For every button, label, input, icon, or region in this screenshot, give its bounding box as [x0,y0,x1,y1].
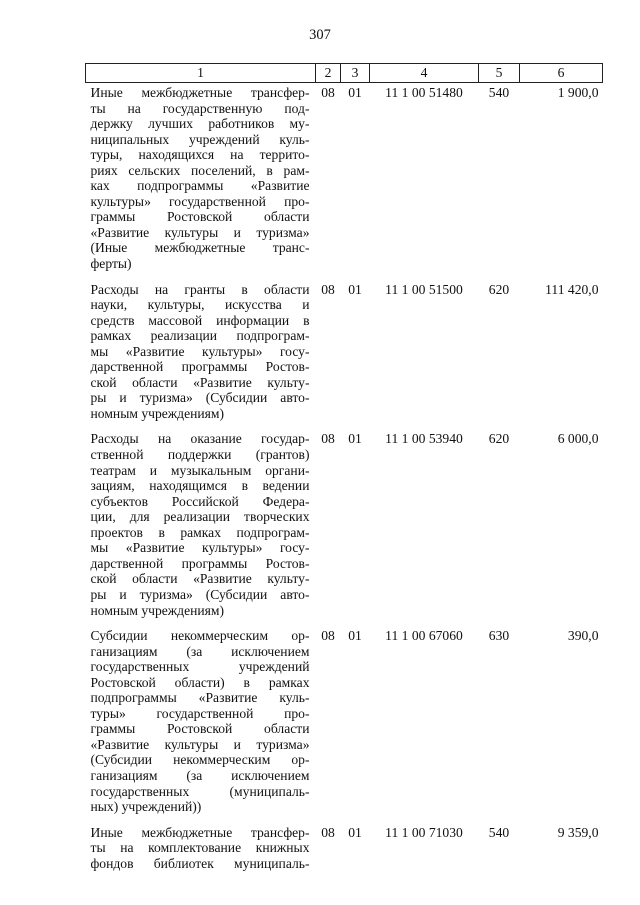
description-line: зациям, находящимся в ведении [90,478,310,494]
description-line: (Субсидии некоммерческим ор- [90,752,310,768]
description-line: Ростовской области) в рамках [90,674,310,690]
description-line: ской области «Развитие культу- [90,571,310,587]
section-code: 08 [321,628,335,644]
description-line: Иные межбюджетные трансфер- [90,824,310,840]
subsection-code: 01 [348,824,362,840]
description-line: ры и туризма» (Субсидии авто- [90,586,310,602]
target-article-code: 11 1 00 67060 [385,628,463,644]
subsection-code: 01 [348,281,362,297]
table-row [86,280,603,430]
description-line: средств массовой информации в [90,312,310,328]
description-line: ры и туризма» (Субсидии авто- [90,390,310,406]
description-line: мы «Развитие культуры» госу- [90,343,310,359]
description-line: «Развитие культуры и туризма» [90,736,310,752]
header-col-4: 4 [370,64,479,83]
description-line: риях сельских поселений, в рам- [90,162,310,178]
description-line: Расходы на гранты в области [90,281,310,297]
target-article-code: 11 1 00 71030 [385,824,463,840]
row-description [86,280,316,430]
row-description [86,83,316,280]
description-line: театрам и музыкальным органи- [90,462,310,478]
target-article-code: 11 1 00 51480 [385,85,463,100]
expense-type-code: 620 [488,281,510,297]
table-row [86,626,603,823]
expense-type-code: 620 [488,431,510,447]
description-line: ты на комплектование книжных [90,840,310,856]
description-line: ных) учреждений)) [90,799,202,815]
description-line: Субсидии некоммерческим ор- [90,628,310,644]
description-line: рамках реализации подпрограм- [90,328,310,344]
expense-type-code: 540 [488,824,510,840]
description-line: ферты) [90,256,132,272]
description-line: подпрограммы «Развитие куль- [90,690,310,706]
description-line: проектов в рамках подпрограм- [90,524,310,540]
description-line: граммы Ростовской области [90,721,310,737]
section-code: 08 [321,431,335,447]
description-line: ниципальных учреждений куль- [90,131,310,147]
header-col-2: 2 [316,64,341,83]
section-code: 08 [321,824,335,840]
description-line: культуры» государственной про- [90,193,310,209]
description-line: фондов библиотек муниципаль- [90,855,310,871]
row-description [86,626,316,823]
description-line: государственных учреждений [90,659,310,675]
description-line: ты на государственную под- [90,100,310,116]
description-line: ках подпрограммы «Развитие [90,178,310,194]
amount: 1 900,0 [557,85,599,100]
description-line: держку лучших работников му- [90,116,310,132]
expense-type-code: 540 [488,85,510,100]
header-col-3: 3 [341,64,370,83]
description-line: государственных (муниципаль- [90,783,310,799]
description-line: науки, культуры, искусства и [90,297,310,313]
description-line: ской области «Развитие культу- [90,374,310,390]
amount: 390,0 [567,628,599,644]
subsection-code: 01 [348,431,362,447]
page-number: 307 [309,27,331,43]
description-line: номным учреждениям) [90,405,225,421]
table-row [86,823,603,880]
table-header-row [86,64,603,83]
target-article-code: 11 1 00 51500 [385,281,463,297]
subsection-code: 01 [348,628,362,644]
header-col-1: 1 [86,64,316,83]
row-description [86,823,316,880]
table-row [86,83,603,280]
description-line: дарственной программы Ростов- [90,555,310,571]
target-article-code: 11 1 00 53940 [385,431,463,447]
description-line: Иные межбюджетные трансфер- [90,85,310,100]
description-line: «Развитие культуры и туризма» [90,224,310,240]
description-line: субъектов Российской Федера- [90,493,310,509]
expense-type-code: 630 [488,628,510,644]
amount: 6 000,0 [557,431,599,447]
description-line: граммы Ростовской области [90,209,310,225]
header-col-6: 6 [520,64,603,83]
amount: 111 420,0 [545,281,599,297]
description-line: мы «Развитие культуры» госу- [90,540,310,556]
description-line: туры» государственной про- [90,705,310,721]
section-code: 08 [321,281,335,297]
amount: 9 359,0 [557,824,599,840]
budget-table [85,63,603,879]
row-description [86,429,316,626]
description-line: ганизациям (за исключением [90,643,310,659]
description-line: (Иные межбюджетные транс- [90,240,310,256]
table-row [86,429,603,626]
description-line: дарственной программы Ростов- [90,359,310,375]
description-line: туры, находящихся на террито- [90,147,310,163]
description-line: Расходы на оказание государ- [90,431,310,447]
description-line: номным учреждениям) [90,602,225,618]
section-code: 08 [321,85,335,100]
subsection-code: 01 [348,85,362,100]
description-line: ственной поддержки (грантов) [90,447,310,463]
header-col-5: 5 [479,64,520,83]
description-line: ганизациям (за исключением [90,767,310,783]
description-line: ции, для реализации творческих [90,509,310,525]
